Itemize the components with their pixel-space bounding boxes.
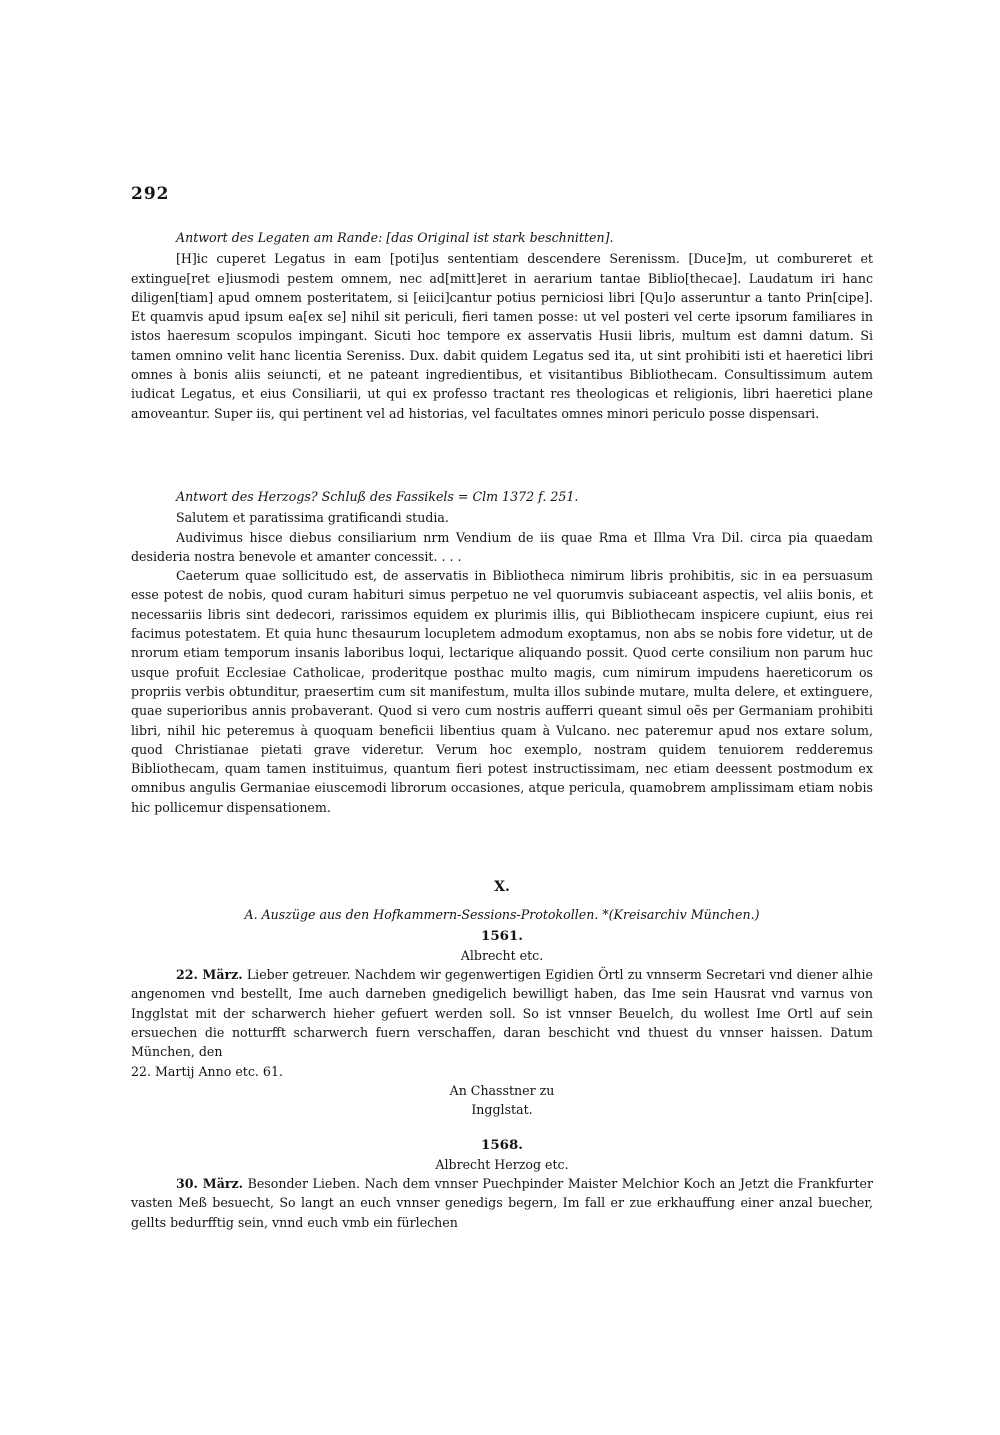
section-x-heading: A. Auszüge aus den Hofkammern-Sessions-Protokollen. *(Kreisarchiv München.) [244, 907, 760, 923]
page-number: 292 [131, 184, 170, 204]
duke-answer-heading: Antwort des Herzogs? Schluß des Fassikels = Clm 1372 f. 251. [176, 489, 579, 504]
entry-1568-sender: Albrecht Herzog etc. [435, 1156, 569, 1172]
entry-1568-text: Besonder Lieben. Nach dem vnnser Puechpinder Maister Melchior Koch an Jetzt die Frankfurter vasten Meß besuecht, So langt an euch vnnser genedigs begern, Im fall er zue erkhauffung einer anzal buecher, gellts bedurfftig sein, vnnd euch vmb ein fürlechen [131, 1176, 874, 1230]
entry-1561-body [131, 965, 873, 1061]
section-x-numeral: X. [494, 879, 510, 895]
entry-1561-text: Lieber getreuer. Nachdem wir gegenwertigen Egidien Örtl zu vnnserm Secretari vnd diener alhie angenomen vnd bestellt, Ime auch darneben gnedigelich bewilligt haben, das Ime sein Hausrat vnd varnus von Ingglstat mit der scharwerch hieher gefuert werden soll. So ist vnnser Beuelch, du wollest Ime Ortl auf sein ersuechen die notturfft scharwerch fuern verschaffen, daran beschicht vnd thuest du vnnser haissen. Datum München, den [131, 967, 873, 1060]
legate-answer-paragraph: [H]ic cuperet Legatus in eam [poti]us sententiam descendere Serenissm. [Duce]m, ut combureret et extingue[ret e]iusmodi pestem omnem, nec ad[mitt]eret in aerarium tantae Biblio[thecae]. Laudatum iri hanc diligen[tiam] apud omnem posteritatem, si [eiici]cantur potius perniciosi libri [Qu]o asseruntur a tanto Prin[cipe]. Et quamvis apud ipsum ea[ex se] nihil sit periculi, fieri tamen posse: ut vel posteri vel certe ipsorum familiares in istos haeresum scopulos impingant. Sicuti hoc tempore ex asservatis Husii libris, multum est damni datum. Si tamen omnino velit hanc licentia Sereniss. Dux. dabit quidem Legatus sed ita, ut sint prohibiti isti et haeretici libri omnes à bonis aliis seiuncti, et ne pateant ingredientibus, et visitantibus Bibliothecam. Consultissimum autem iudicat Legatus, et eius Consiliarii, ut qui ex professo tractant res theologicas et religionis, libri haeretici plane amoveantur. Super iis, qui pertinent vel ad historias, vel facultates omnes minori periculo posse dispensari. [131, 251, 873, 421]
entry-1561-address-1: An Chasstner zu [449, 1082, 555, 1098]
entry-1568-year: 1568. [481, 1136, 523, 1153]
duke-answer-section [131, 487, 873, 817]
entry-1561-sender: Albrecht etc. [460, 947, 544, 963]
entry-1561-date-line: 22. Martij Anno etc. 61. [131, 1063, 283, 1079]
entry-1568-date: 30. März. [176, 1176, 244, 1192]
entry-1561-date: 22. März. [176, 967, 243, 983]
legate-answer-heading: Antwort des Legaten am Rande: [das Original ist stark beschnitten]. [176, 230, 614, 245]
duke-answer-salutation: Salutem et paratissima gratificandi studia. [176, 510, 449, 526]
duke-answer-paragraph-2: Caeterum quae sollicitudo est, de asservatis in Bibliotheca nimirum libris prohibitis, sic in ea persuasum esse potest de nobis, quod curam habituri simus perpetuo ne vel quorumvis subiaceant aspectis, vel aliis bonis, et necessariis libris sint dedecori, rarissimos equidem ex plurimis illis, qui Bibliothecam inspicere cupiunt, eius rei facimus potestatem. Et quia hunc thesaurum locupletem admodum exoptamus, non abs se nobis fore videtur, ut de nrorum etiam temporum insanis laboribus loqui, lectarique aliquando possit. Quod certe consilium non parum huc usque profuit Ecclesiae Catholicae, proderitque posthac multo magis, cum nimirum impudens haereticorum os propriis verbis obtunditur, praesertim cum sit manifestum, multa illos subinde mutare, multa delere, et extinguere, quae superioribus annis probaverant. Quod si vero cum nostris aufferri queant simul oẽs per Germaniam prohibiti libri, nihil hic peteremus à quoquam beneficii libentius quam à Vulcano. nec pateremur apud nos extare solum, quod Christianae pietati grave videretur. Verum hoc exemplo, nostram quidem tenuiorem redderemus Bibliothecam, quam tamen instituimus, quantum fieri potest instructissimam, nec etiam deessent postmodum ex omnibus angulis Germaniae eiuscemodi librorum occasiones, atque pericula, quamobrem amplissimam etiam nobis hic pollicemur dispensationem. [131, 568, 873, 815]
entry-1561-year: 1561. [481, 927, 523, 944]
duke-answer-paragraph-1: Audivimus hisce diebus consiliarium nrm Vendium de iis quae Rma et Illma Vra Dil. circa pia quaedam desideria nostra benevole et amanter concessit. . . . [131, 529, 873, 564]
entry-1561-address-2: Ingglstat. [471, 1102, 533, 1118]
section-x [131, 878, 873, 1232]
legate-answer-section [131, 228, 873, 423]
entry-1568-body [131, 1174, 873, 1232]
